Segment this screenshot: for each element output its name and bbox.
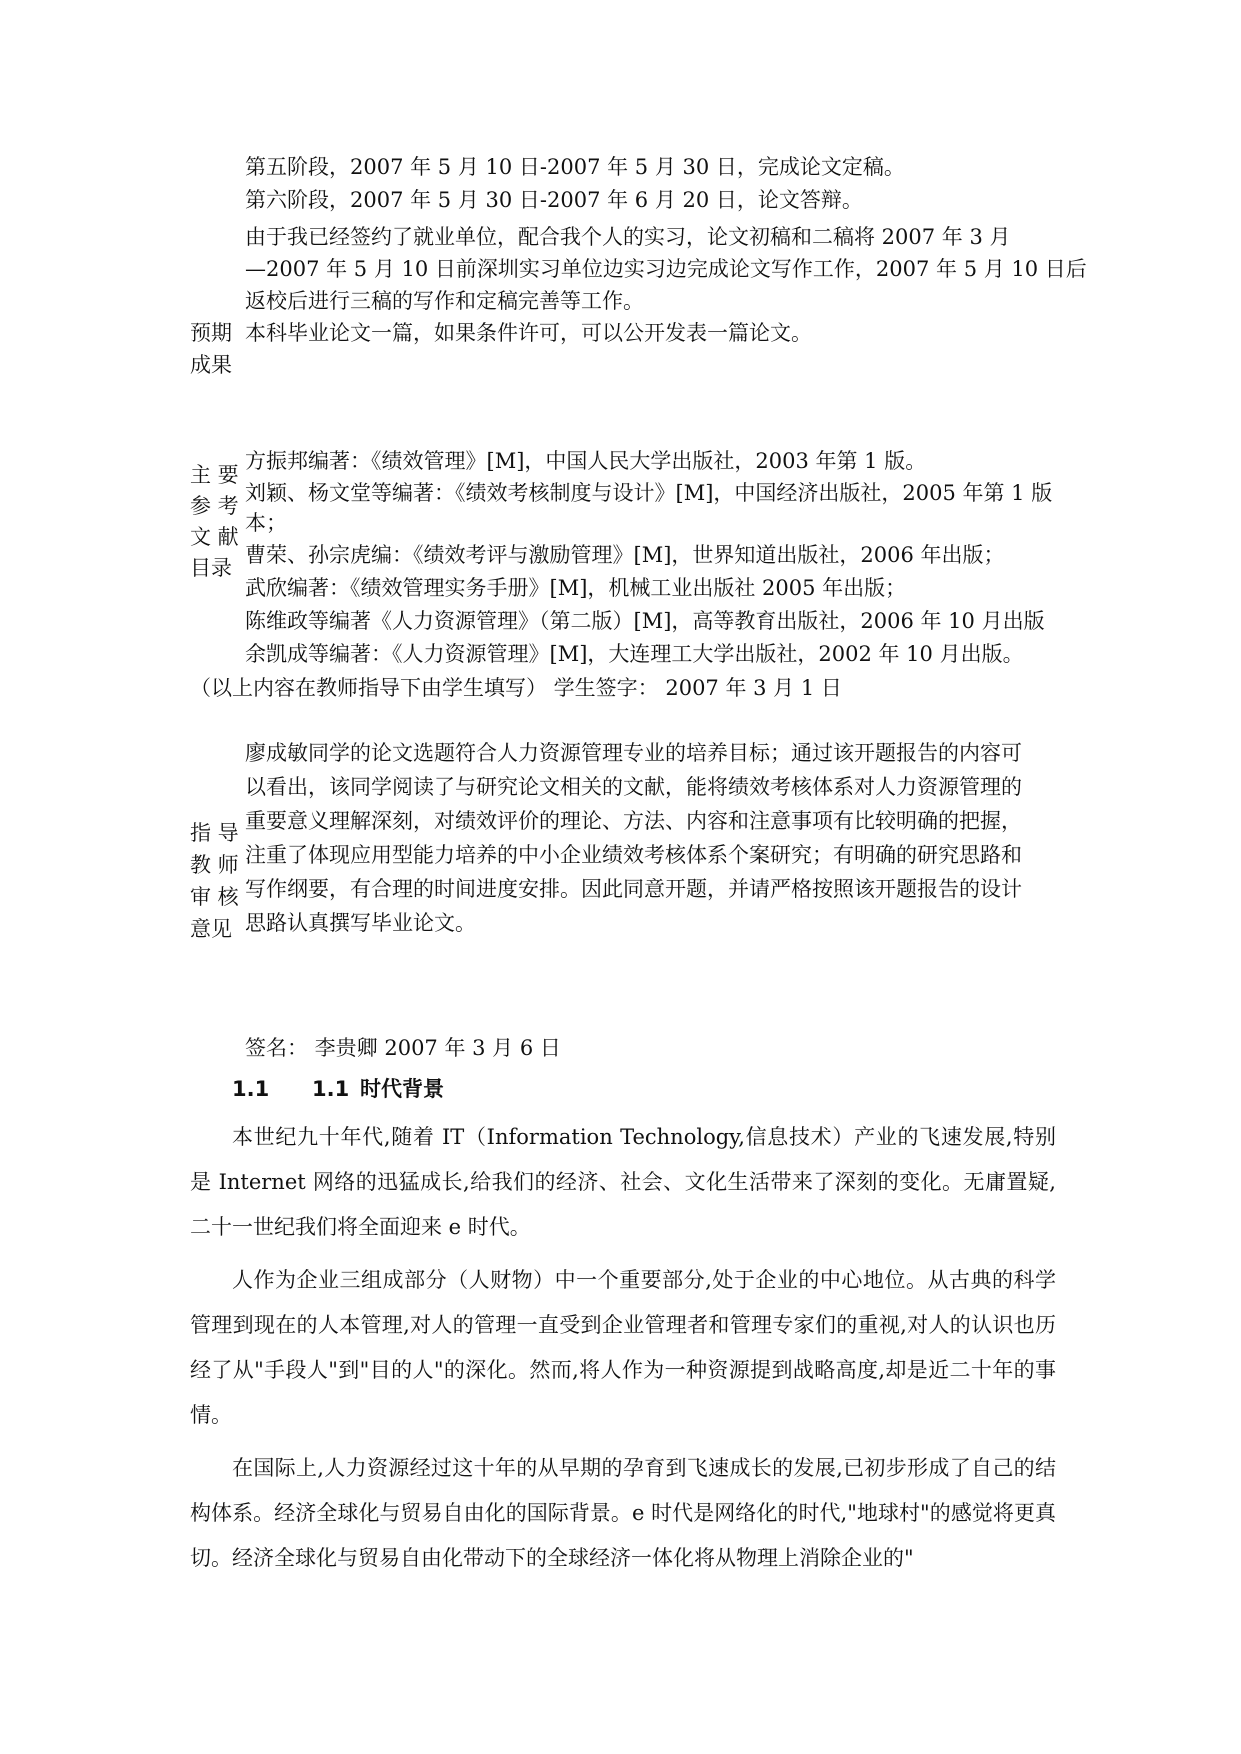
references-label: 目录 — [190, 556, 232, 580]
reference-item: 方振邦编著：《绩效管理》[M]，中国人民大学出版社，2003 年第 1 版。 — [245, 449, 927, 473]
schedule-note-line: 返校后进行三稿的写作和定稿完善等工作。 — [245, 289, 644, 313]
student-signature-line: （以上内容在教师指导下由学生填写） 学生签字： 2007 年 3 月 1 日 — [190, 676, 842, 700]
advisor-opinion-line: 思路认真撰写毕业论文。 — [245, 911, 476, 935]
advisor-opinion-line: 写作纲要，有合理的时间进度安排。因此同意开题，并请严格按照该开题报告的设计 — [245, 877, 1022, 901]
advisor-opinion-line: 注重了体现应用型能力培养的中小企业绩效考核体系个案研究；有明确的研究思路和 — [245, 843, 1022, 867]
reference-item: 陈维政等编著《人力资源管理》（第二版）[M]，高等教育出版社，2006 年 10 月出版 — [245, 609, 1045, 633]
advisor-label: 教 师 — [190, 853, 239, 877]
section-title: 时代背景 — [360, 1077, 444, 1101]
advisor-opinion-line: 以看出，该同学阅读了与研究论文相关的文献，能将绩效考核体系对人力资源管理的 — [245, 775, 1022, 799]
reference-item: 刘颖、杨文堂等编著：《绩效考核制度与设计》[M]，中国经济出版社，2005 年第 1 版 — [245, 481, 1053, 505]
section-number-secondary: 1.1 — [312, 1077, 350, 1101]
advisor-opinion-line: 廖成敏同学的论文选题符合人力资源管理专业的培养目标；通过该开题报告的内容可 — [245, 741, 1022, 765]
schedule-stage6: 第六阶段，2007 年 5 月 30 日-2007 年 6 月 20 日，论文答辩。 — [245, 188, 863, 212]
schedule-note-line: 由于我已经签约了就业单位，配合我个人的实习，论文初稿和二稿将 2007 年 3 月 — [245, 225, 1011, 249]
advisor-opinion-line: 重要意义理解深刻，对绩效评价的理论、方法、内容和注意事项有比较明确的把握， — [245, 809, 1022, 833]
references-label: 参 考 — [190, 494, 239, 518]
advisor-label: 审 核 — [190, 885, 239, 909]
reference-item: 曹荣、孙宗虎编：《绩效考评与激励管理》[M]，世界知道出版社，2006 年出版； — [245, 543, 1005, 567]
expected-label: 成果 — [190, 353, 232, 377]
section-heading — [232, 1074, 444, 1104]
section-number: 1.1 — [232, 1077, 270, 1101]
reference-item: 本； — [245, 511, 287, 535]
references-label: 主 要 — [190, 463, 239, 487]
expected-text: 本科毕业论文一篇，如果条件许可，可以公开发表一篇论文。 — [245, 321, 812, 345]
advisor-label: 指 导 — [190, 821, 239, 845]
body-paragraph: 本世纪九十年代,随着 IT（Information Technology,信息技术）产业的飞速发展,特别是 Internet 网络的迅猛成长,给我们的经济、社会、文化生活带来了深刻的变化。无庸置疑,二十一世纪我们将全面迎来 e 时代。 — [190, 1125, 1056, 1239]
body-text — [190, 1115, 1056, 1589]
reference-item: 武欣编著：《绩效管理实务手册》[M]，机械工业出版社 2005 年出版； — [245, 576, 907, 600]
body-paragraph: 人作为企业三组成部分（人财物）中一个重要部分,处于企业的中心地位。从古典的科学管理到现在的人本管理,对人的管理一直受到企业管理者和管理专家们的重视,对人的认识也历经了从"手段人"到"目的人"的深化。然而,将人作为一种资源提到战略高度,却是近二十年的事情。 — [190, 1268, 1056, 1427]
references-label: 文 献 — [190, 525, 239, 549]
schedule-stage5: 第五阶段，2007 年 5 月 10 日-2007 年 5 月 30 日，完成论文定稿。 — [245, 155, 905, 179]
advisor-label: 意见 — [190, 917, 232, 941]
body-paragraph: 在国际上,人力资源经过这十年的从早期的孕育到飞速成长的发展,已初步形成了自己的结构体系。经济全球化与贸易自由化的国际背景。e 时代是网络化的时代,"地球村"的感觉将更真切。经济全球化与贸易自由化带动下的全球经济一体化将从物理上消除企业的" — [190, 1456, 1056, 1570]
expected-label: 预期 — [190, 321, 232, 345]
reference-item: 余凯成等编著：《人力资源管理》[M]，大连理工大学出版社，2002 年 10 月出版。 — [245, 642, 1024, 666]
advisor-signature: 签名： 李贵卿 2007 年 3 月 6 日 — [245, 1036, 561, 1060]
schedule-note-line: —2007 年 5 月 10 日前深圳实习单位边实习边完成论文写作工作，2007 年 5 月 10 日后 — [245, 257, 1087, 281]
